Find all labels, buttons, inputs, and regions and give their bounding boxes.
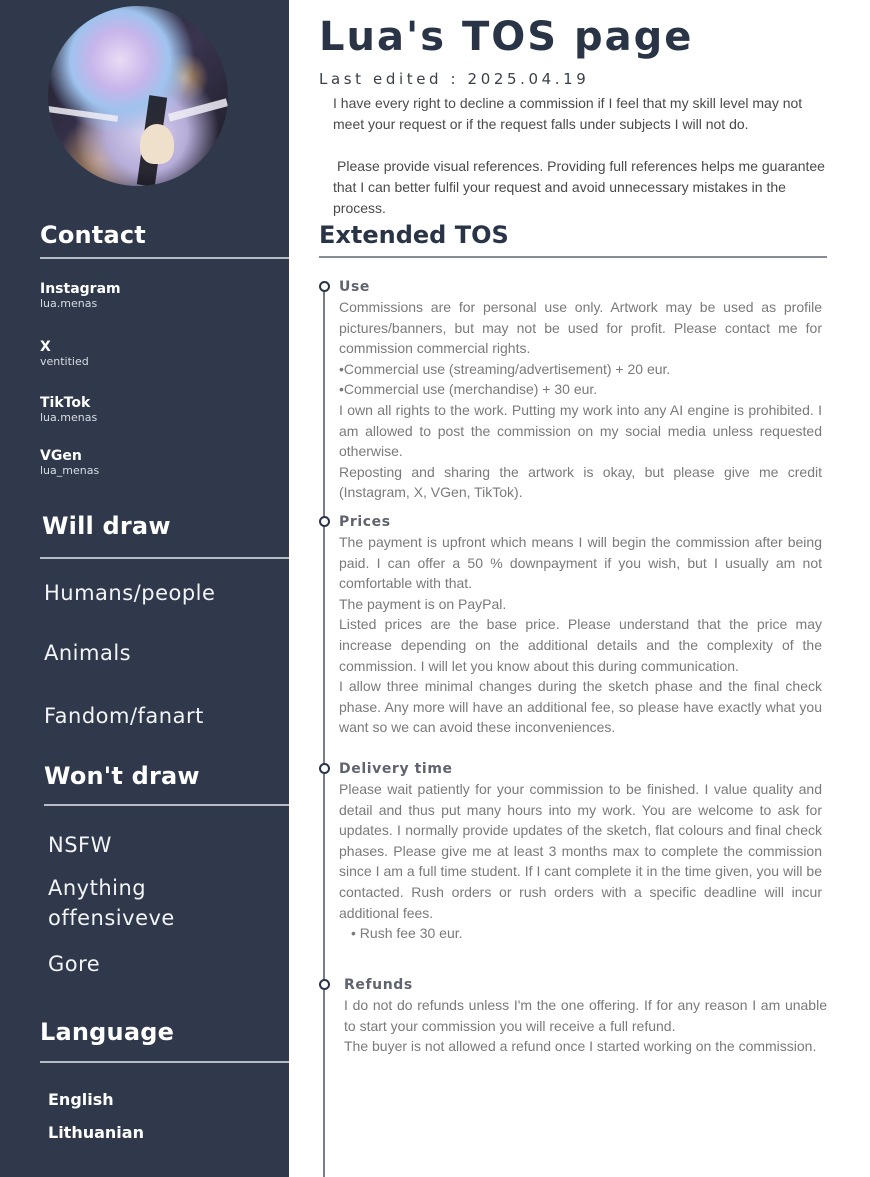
section-bullet: •Commercial use (merchandise) + 30 eur. bbox=[339, 381, 598, 398]
contact-handle[interactable]: lua.menas bbox=[40, 297, 98, 310]
section-title: Prices bbox=[339, 514, 391, 530]
section-paragraph: I do not do refunds unless I'm the one offering. If for any reason I am unable to start your commission you will receive a full refund. bbox=[344, 997, 827, 1034]
section-paragraph: Please wait patiently for your commission to be finished. I value quality and detail and thus put many hours into my work. You are welcome to ask for updates. I normally provide updates of the sketch, flat colours and final check phases. Please give me at least 3 months max to complete the commission since I am a full time student. If I cant complete it in the time given, you will be contacted. Rush orders or rush orders with a specific deadline will incur additional fees. bbox=[339, 781, 822, 921]
section-paragraph: I allow three minimal changes during the sketch phase and the final check phase. Any more will have an additional fee, so please have exactly what you want so we can avoid these inconveniences. bbox=[339, 678, 822, 736]
wont-draw-item: Gore bbox=[48, 952, 101, 976]
section-title: Refunds bbox=[344, 977, 413, 993]
contact-platform: Instagram bbox=[40, 281, 121, 297]
wont-draw-heading: Won't draw bbox=[44, 762, 200, 790]
contact-handle[interactable]: lua_menas bbox=[40, 464, 100, 477]
language-item: English bbox=[48, 1090, 114, 1109]
section-prices bbox=[339, 512, 822, 738]
will-draw-item: Fandom/fanart bbox=[44, 704, 204, 728]
contact-handle[interactable]: ventitied bbox=[40, 355, 89, 368]
intro-text bbox=[333, 93, 833, 219]
timeline-marker-icon bbox=[319, 979, 330, 990]
avatar bbox=[48, 6, 228, 186]
extended-tos-divider bbox=[319, 256, 827, 258]
section-paragraph: The payment is on PayPal. bbox=[339, 595, 507, 612]
section-body bbox=[344, 995, 827, 1057]
avatar-art-detail bbox=[48, 106, 118, 122]
wont-draw-divider bbox=[44, 804, 289, 806]
section-paragraph: The buyer is not allowed a refund once I started working on the commission. bbox=[344, 1038, 817, 1055]
last-edited: Last edited : 2025.04.19 bbox=[319, 70, 590, 88]
timeline-marker-icon bbox=[319, 281, 330, 292]
section-bullet: •Commercial use (streaming/advertisement) + 20 eur. bbox=[339, 360, 671, 377]
language-divider bbox=[40, 1061, 289, 1063]
will-draw-item: Humans/people bbox=[44, 581, 216, 605]
section-paragraph: Listed prices are the base price. Please understand that the price may increase depending on the additional details and the complexity of the commission. I will let you know about this during communication. bbox=[339, 616, 822, 674]
contact-x bbox=[40, 339, 89, 368]
will-draw-heading: Will draw bbox=[42, 512, 171, 540]
sidebar bbox=[0, 0, 289, 1177]
contact-instagram bbox=[40, 281, 121, 310]
contact-heading: Contact bbox=[40, 221, 146, 249]
contact-platform: X bbox=[40, 339, 51, 355]
avatar-art-detail bbox=[140, 124, 174, 164]
section-body bbox=[339, 779, 822, 944]
wont-draw-item: Anything offensiveve bbox=[48, 876, 175, 930]
contact-vgen bbox=[40, 448, 99, 477]
section-paragraph: Commissions are for personal use only. Artwork may be used as profile pictures/banners, but may not be used for profit. Please contact me for commission commercial rights. bbox=[339, 299, 822, 357]
section-refunds bbox=[344, 975, 827, 1057]
section-bullet: • Rush fee 30 eur. bbox=[351, 925, 463, 942]
timeline-marker-icon bbox=[319, 763, 330, 774]
timeline-line bbox=[323, 290, 325, 1177]
main-content bbox=[289, 0, 870, 1177]
contact-handle[interactable]: lua.menas bbox=[40, 411, 98, 424]
section-body bbox=[339, 297, 822, 503]
section-body bbox=[339, 532, 822, 738]
timeline-marker-icon bbox=[319, 516, 330, 527]
section-use bbox=[339, 277, 822, 503]
contact-divider bbox=[40, 257, 289, 259]
contact-platform: VGen bbox=[40, 448, 82, 464]
language-heading: Language bbox=[40, 1018, 175, 1046]
will-draw-item: Animals bbox=[44, 641, 132, 665]
section-title: Delivery time bbox=[339, 761, 453, 777]
section-paragraph: Reposting and sharing the artwork is okay, but please give me credit (Instagram, X, VGen, TikTok). bbox=[339, 463, 822, 501]
extended-tos-heading: Extended TOS bbox=[319, 221, 509, 249]
section-paragraph: The payment is upfront which means I will begin the commission after being paid. I can offer a 50 % downpayment if you wish, but I usually am not comfortable with that. bbox=[339, 534, 822, 592]
language-item: Lithuanian bbox=[48, 1123, 144, 1142]
contact-tiktok bbox=[40, 395, 97, 424]
intro-paragraph: I have every right to decline a commission if I feel that my skill level may not meet your request or if the request falls under subjects I will not do. bbox=[333, 95, 803, 132]
page-title: Lua's TOS page bbox=[319, 14, 694, 60]
section-title: Use bbox=[339, 279, 370, 295]
will-draw-divider bbox=[40, 557, 289, 559]
contact-platform: TikTok bbox=[40, 395, 91, 411]
intro-paragraph: Please provide visual references. Providing full references helps me guarantee that I can better fulfil your request and avoid unnecessary mistakes in the process. bbox=[333, 158, 825, 216]
section-delivery-time bbox=[339, 759, 822, 944]
avatar-art-detail bbox=[168, 98, 228, 121]
wont-draw-item: NSFW bbox=[48, 833, 112, 857]
section-paragraph: I own all rights to the work. Putting my work into any AI engine is prohibited. I am allowed to post the commission on my social media unless requested otherwise. bbox=[339, 401, 822, 460]
